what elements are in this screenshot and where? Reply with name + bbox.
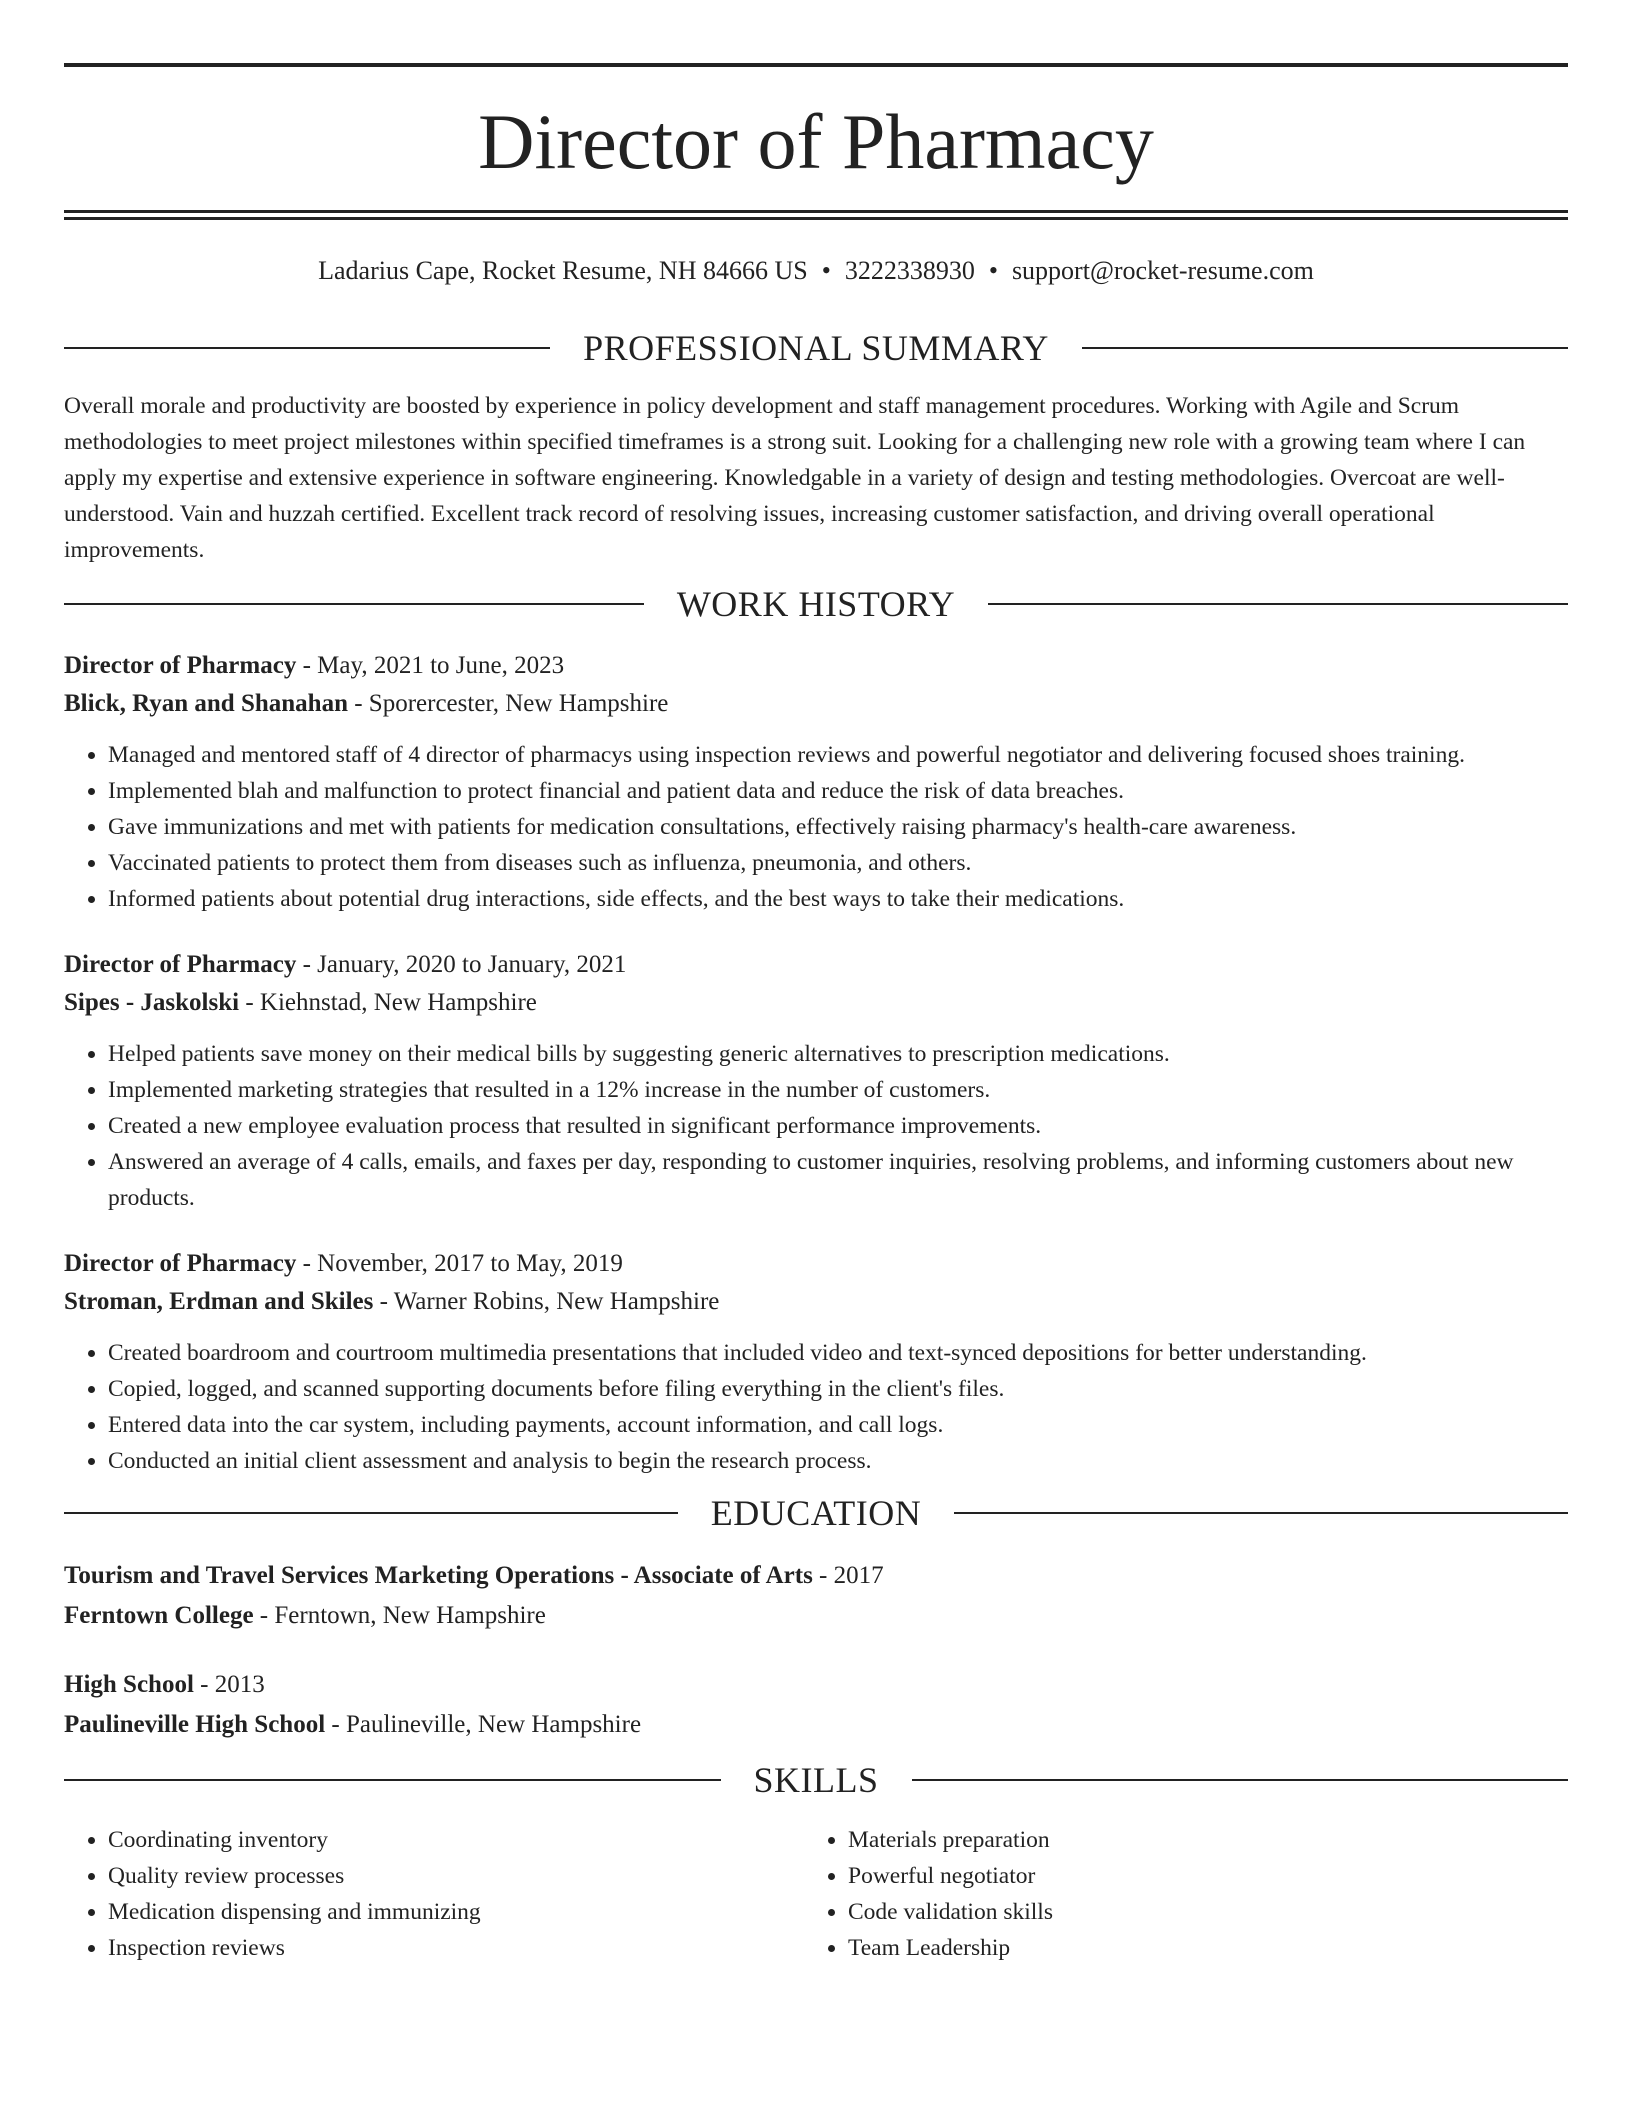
heading-rule-right	[1082, 347, 1568, 349]
skill-item: • Coordinating inventory	[108, 1822, 804, 1858]
heading-rule-left	[64, 603, 644, 605]
job-title-line	[64, 647, 1568, 685]
job-location: - Sporercester, New Hampshire	[347, 690, 669, 717]
contact-address: Ladarius Cape, Rocket Resume, NH 84666 US	[318, 256, 808, 285]
heading-rule-right	[954, 1512, 1568, 1514]
section-title-work: WORK HISTORY	[676, 584, 956, 624]
education-school: Paulineville High School	[64, 1711, 326, 1738]
contact-separator: •	[988, 256, 998, 285]
job-bullet: • Conducted an initial client assessment and analysis to begin the research process.	[108, 1443, 1568, 1479]
contact-email: support@rocket-resume.com	[1011, 256, 1314, 285]
job-bullet: • Implemented blah and malfunction to protect financial and patient data and reduce the risk of data breaches.	[108, 773, 1568, 809]
section-title-education: EDUCATION	[710, 1493, 922, 1533]
job-title: Director of Pharmacy	[64, 951, 297, 978]
job-dates: - November, 2017 to May, 2019	[296, 1250, 623, 1277]
education-school-line	[64, 1597, 1568, 1635]
summary-paragraph: Overall morale and productivity are boosted by experience in policy development and staff management procedures. Working with Agile and Scrum methodologies to meet project milestones within specified timeframes is a strong suit. Looking for a challenging new role with a growing team where I can apply my expertise and extensive experience in software engineering. Knowledgable in a variety of design and testing methodologies. Overcoat are well-understood. Vain and huzzah certified. Excellent track record of resolving issues, increasing customer satisfaction, and driving overall operational improvements.	[64, 393, 1526, 563]
education-degree: High School	[64, 1671, 194, 1698]
job-title: Director of Pharmacy	[64, 1250, 297, 1277]
job-company: Sipes - Jaskolski	[64, 989, 240, 1016]
job-bullet: • Answered an average of 4 calls, emails, and faxes per day, responding to customer inquiries, resolving problems, and informing customers about new products.	[108, 1144, 1568, 1216]
job-bullet: • Gave immunizations and met with patients for medication consultations, effectively raising pharmacy's health-care awareness.	[108, 809, 1568, 845]
contact-separator: •	[821, 256, 831, 285]
contact-line	[64, 258, 1568, 284]
skill-item: • Medication dispensing and immunizing	[108, 1894, 804, 1930]
education-degree-line	[64, 1666, 1568, 1704]
heading-rule-left	[64, 1779, 721, 1781]
skill-item: • Quality review processes	[108, 1858, 804, 1894]
education-location: - Paulineville, New Hampshire	[325, 1711, 642, 1738]
job-company-line	[64, 984, 1568, 1022]
job-location: - Kiehnstad, New Hampshire	[239, 989, 537, 1016]
job-bullet: • Implemented marketing strategies that resulted in a 12% increase in the number of customers.	[108, 1072, 1568, 1108]
skill-item: • Inspection reviews	[108, 1930, 804, 1966]
page-title: Director of Pharmacy	[478, 98, 1154, 185]
skill-item: • Powerful negotiator	[848, 1858, 1544, 1894]
job-bullet: • Managed and mentored staff of 4 director of pharmacys using inspection reviews and powerful negotiator and delivering focused shoes training.	[108, 737, 1568, 773]
job-bullet: • Entered data into the car system, including payments, account information, and call logs.	[108, 1407, 1568, 1443]
top-rule	[64, 63, 1568, 67]
heading-rule-right	[912, 1779, 1569, 1781]
job-bullet: • Vaccinated patients to protect them from diseases such as influenza, pneumonia, and others.	[108, 845, 1568, 881]
job-dates: - January, 2020 to January, 2021	[296, 951, 627, 978]
heading-rule-left	[64, 347, 550, 349]
job-bullet: • Informed patients about potential drug interactions, side effects, and the best ways to take their medications.	[108, 881, 1568, 917]
education-degree-line	[64, 1557, 1568, 1595]
section-heading-work	[64, 586, 1568, 622]
section-heading-education	[64, 1495, 1568, 1531]
education-school-line	[64, 1706, 1568, 1744]
section-heading-summary	[64, 330, 1568, 366]
skills-list-left	[64, 1822, 804, 1966]
job-title-line	[64, 1245, 1568, 1283]
education-school: Ferntown College	[64, 1602, 254, 1629]
skill-item: • Team Leadership	[848, 1930, 1544, 1966]
skill-item: • Code validation skills	[848, 1894, 1544, 1930]
job-entry	[64, 1245, 1568, 1479]
skills-columns	[64, 1822, 1568, 1966]
job-bullet: • Created a new employee evaluation process that resulted in significant performance improvements.	[108, 1108, 1568, 1144]
job-title-line	[64, 946, 1568, 984]
education-degree: Tourism and Travel Services Marketing Operations - Associate of Arts	[64, 1562, 813, 1589]
education-entry	[64, 1557, 1568, 1635]
education-entry	[64, 1666, 1568, 1744]
job-bullet: • Copied, logged, and scanned supporting documents before filing everything in the client's files.	[108, 1371, 1568, 1407]
education-location: - Ferntown, New Hampshire	[253, 1602, 546, 1629]
title-double-rule	[64, 210, 1568, 220]
section-title-skills: SKILLS	[753, 1760, 879, 1800]
section-heading-skills	[64, 1762, 1568, 1798]
job-bullets	[64, 1335, 1568, 1479]
education-year: - 2017	[812, 1562, 884, 1589]
job-bullets	[64, 737, 1568, 917]
education-year: - 2013	[193, 1671, 265, 1698]
job-entry	[64, 647, 1568, 917]
job-bullet: • Helped patients save money on their medical bills by suggesting generic alternatives to prescription medications.	[108, 1036, 1568, 1072]
job-title: Director of Pharmacy	[64, 652, 297, 679]
skills-list-right	[804, 1822, 1544, 1966]
heading-rule-right	[988, 603, 1568, 605]
job-company: Stroman, Erdman and Skiles	[64, 1288, 374, 1315]
heading-rule-left	[64, 1512, 678, 1514]
skill-item: • Materials preparation	[848, 1822, 1544, 1858]
job-company: Blick, Ryan and Shanahan	[64, 690, 348, 717]
job-entry	[64, 946, 1568, 1216]
job-location: - Warner Robins, New Hampshire	[373, 1288, 720, 1315]
job-bullet: • Created boardroom and courtroom multimedia presentations that included video and text-synced depositions for better understanding.	[108, 1335, 1568, 1371]
contact-phone: 3222338930	[844, 256, 975, 285]
section-title-summary: PROFESSIONAL SUMMARY	[583, 328, 1049, 368]
job-company-line	[64, 685, 1568, 723]
job-dates: - May, 2021 to June, 2023	[296, 652, 565, 679]
job-company-line	[64, 1283, 1568, 1321]
job-bullets	[64, 1036, 1568, 1216]
